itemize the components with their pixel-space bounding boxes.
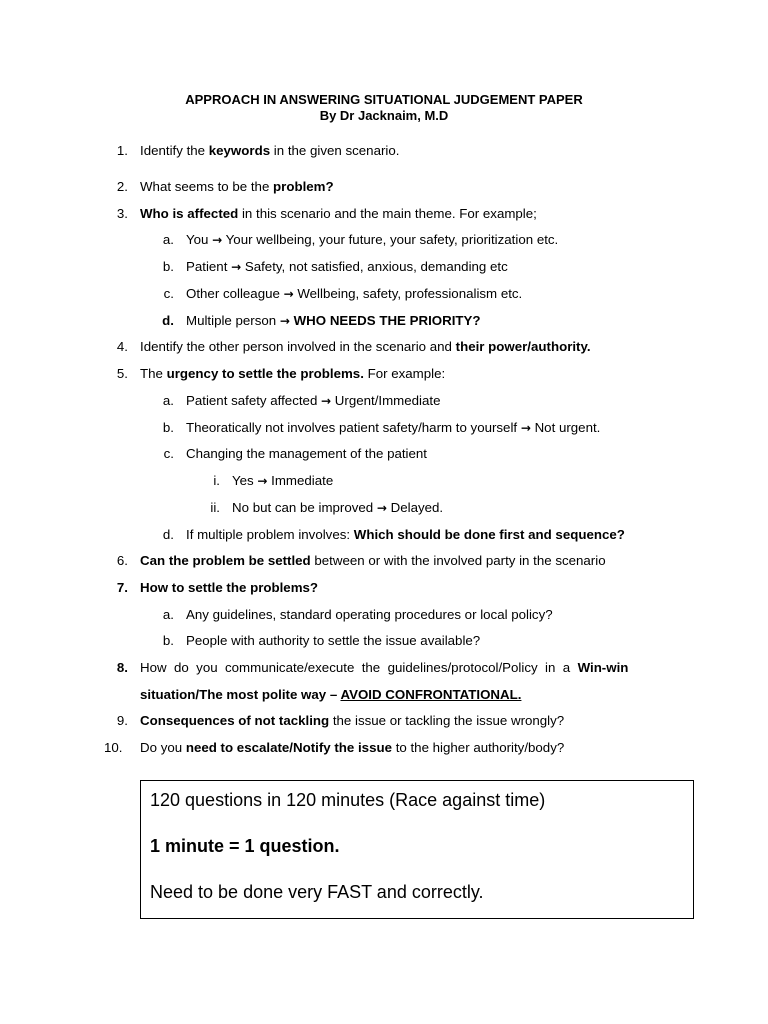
summary-line-rate: 1 minute = 1 question. (150, 836, 340, 856)
document-page: APPROACH IN ANSWERING SITUATIONAL JUDGEMENT PAPER By Dr Jacknaim, M.D 1. Identify the keywords in the given scenario. 2. What seems to be the problem? 3. Who is affected in this scenario and the main theme. For example; a. You → Your wellbeing, your future, your safety, prioritization etc. b. Patient → Safety, not satisfied, anxious, demanding etc c. Other colleague → Wellbeing, safety, professionalism etc. d. Multiple person → WHO NEEDS THE PRIORITY? 4. Identify the other person involved in the scenario and their power/authority. 5. The urgency to settle the problems. For example: a. Patient safety affected → Urgent/Immediate b. Theoratically not involves patient safety/harm to yourself → Not urgent. c. Changing the management of the patient i. Yes → Immediate ii. No but can be improved → Delayed. d. If multiple problem involves: Which should be done first and sequence? 6. Can the problem be settled between or with the involved party in the scenario 7. How to settle the problems? a. Any guidelines, standard operating procedures or local policy? b. People with authority to settle the issue available? 8. How do you communicate/execute the guidelines/protocol/Policy in a Win-win situation/The most polite way – AVOID CONFRONTATIONAL. 9. Consequences of not tackling the issue or tackling the issue wrongly? 10. Do you need to escalate/Notify the issue to the higher authority/body? 120 questions in 120 minutes (Race against time) 1 minute = 1 question. Need to be done very FAST and correctly. (0, 0, 768, 1024)
arrow-right-icon: → (257, 474, 268, 488)
arrow-right-icon: → (231, 260, 242, 274)
arrow-right-icon: → (279, 314, 290, 328)
summary-line-questions: 120 questions in 120 minutes (Race against time) (150, 790, 546, 810)
arrow-right-icon: → (283, 287, 294, 301)
arrow-right-icon: → (520, 421, 531, 435)
arrow-right-icon: → (321, 394, 332, 408)
arrow-right-icon: → (376, 501, 387, 515)
arrow-right-icon: → (212, 233, 223, 247)
summary-box (140, 780, 694, 919)
document-title: APPROACH IN ANSWERING SITUATIONAL JUDGEMENT PAPER (185, 92, 583, 107)
summary-line-speed: Need to be done very FAST and correctly. (150, 882, 484, 902)
document-author: By Dr Jacknaim, M.D (319, 108, 449, 123)
